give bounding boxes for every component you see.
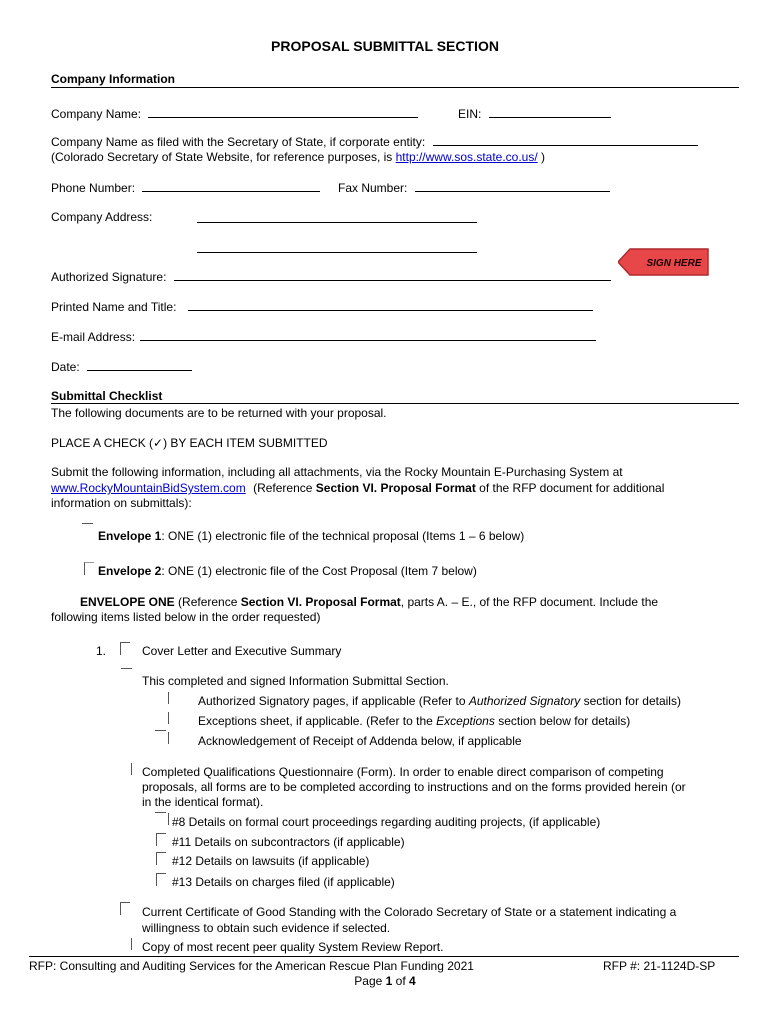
q12-text: #12 Details on lawsuits (if applicable) — [172, 854, 370, 868]
certificate-line-2: willingness to obtain such evidence if selected. — [142, 921, 391, 935]
sos-link[interactable]: http://www.sos.state.co.us/ — [395, 150, 538, 164]
sub-1-pre: Authorized Signatory pages, if applicable (Refer to — [198, 694, 466, 708]
submit-line-3: information on submittals): — [51, 496, 192, 510]
qualifications-line-2: proposals, all forms are to be completed according to instructions and on the forms provided herein (or — [142, 780, 686, 794]
envelope2-text: : ONE (1) electronic file of the Cost Proposal (Item 7 below) — [161, 564, 477, 578]
footer-divider — [29, 956, 739, 957]
printed-name-field[interactable] — [188, 299, 593, 311]
sub-2-checkbox[interactable] — [168, 712, 178, 724]
envelope1-text: : ONE (1) electronic file of the technical proposal (Items 1 – 6 below) — [161, 529, 525, 543]
envelope2-item — [98, 564, 477, 578]
date-label: Date: — [51, 360, 80, 374]
phone-field[interactable] — [142, 180, 320, 192]
checklist-intro: The following documents are to be returned with your proposal. — [51, 406, 387, 420]
phone-label: Phone Number: — [51, 181, 136, 195]
page-label: Page — [354, 974, 383, 988]
address-field-1[interactable] — [197, 211, 477, 223]
sos-name-label: Company Name as filed with the Secretary of State, if corporate entity: — [51, 135, 426, 149]
sos-name-field[interactable] — [433, 134, 698, 146]
divider — [51, 403, 739, 404]
envelope-one-label: ENVELOPE ONE — [80, 595, 175, 609]
envelope-one-line-1 — [80, 595, 658, 609]
section-heading-company-info: Company Information — [51, 72, 176, 86]
sos-reference-close: ) — [541, 150, 546, 164]
envelope-one-section: Section VI. Proposal Format — [240, 595, 401, 609]
sub-2-pre: Exceptions sheet, if applicable. (Refer to the — [198, 714, 433, 728]
item-2-checkbox[interactable] — [121, 668, 132, 669]
sub-3-checkbox[interactable] — [168, 732, 178, 744]
submit-line-2 — [51, 481, 664, 495]
footer-rfp-title: RFP: Consulting and Auditing Services for the American Rescue Plan Funding 2021 — [29, 959, 474, 973]
page-number — [0, 974, 770, 988]
q12-checkbox[interactable] — [156, 852, 166, 865]
submit-ref-text: (Reference — [253, 481, 313, 495]
sos-reference — [51, 150, 545, 164]
sub-2-italic: Exceptions — [436, 714, 495, 728]
envelope1-checkbox[interactable] — [82, 523, 93, 524]
page-current: 1 — [385, 974, 393, 988]
footer-rfp-number: RFP #: 21-1124D-SP — [603, 959, 716, 973]
sub-2-post: section below for details) — [498, 714, 631, 728]
email-row — [51, 329, 596, 344]
ein-field[interactable] — [489, 106, 611, 118]
ein-label: EIN: — [458, 107, 482, 121]
certificate-checkbox[interactable] — [120, 902, 130, 915]
signature-field[interactable] — [174, 269, 611, 281]
company-name-label: Company Name: — [51, 107, 142, 121]
page-of: of — [395, 974, 406, 988]
envelope-one-line-2: following items listed below in the order requested) — [51, 610, 321, 624]
envelope2-label: Envelope 2 — [98, 564, 162, 578]
ein-row — [458, 106, 611, 121]
sub-1-post: section for details) — [583, 694, 681, 708]
sub-3-text: Acknowledgement of Receipt of Addenda below, if applicable — [198, 734, 522, 748]
sign-here-label: SIGN HERE — [646, 258, 702, 269]
submit-line-1: Submit the following information, including all attachments, via the Rocky Mountain E-Purchasing System at — [51, 465, 623, 479]
envelope-one-tail: , parts A. – E., of the RFP document. Include the — [400, 595, 659, 609]
date-row — [51, 359, 192, 374]
sos-name-row — [51, 134, 698, 149]
sign-here-tab — [618, 248, 710, 276]
section-heading-checklist: Submittal Checklist — [51, 389, 163, 403]
item-1-checkbox[interactable] — [120, 642, 130, 655]
item-1-text: Cover Letter and Executive Summary — [142, 644, 342, 658]
address-field-2[interactable] — [197, 241, 477, 253]
date-field[interactable] — [87, 359, 192, 371]
sos-reference-text: (Colorado Secretary of State Website, for reference purposes, is — [51, 150, 393, 164]
q13-checkbox[interactable] — [156, 873, 166, 886]
q8-checkbox-mark — [155, 812, 166, 813]
sub-1-text — [198, 694, 681, 708]
company-name-row — [51, 106, 418, 121]
page-total: 4 — [409, 974, 416, 988]
place-check-instruction: PLACE A CHECK (✓) BY EACH ITEM SUBMITTED — [51, 436, 328, 450]
signature-row — [51, 269, 611, 284]
sub-1-checkbox[interactable] — [168, 692, 178, 704]
peer-review-checkbox[interactable] — [131, 938, 141, 950]
submit-ref-tail: of the RFP document for additional — [479, 481, 665, 495]
submit-ref-section: Section VI. Proposal Format — [315, 481, 476, 495]
sub-3-checkbox-mark — [155, 730, 166, 731]
q11-text: #11 Details on subcontractors (if applicable) — [172, 835, 405, 849]
envelope1-item — [98, 529, 524, 543]
page-title: PROPOSAL SUBMITTAL SECTION — [271, 38, 499, 54]
item-2-text: This completed and signed Information Submittal Section. — [142, 674, 449, 688]
q13-text: #13 Details on charges filed (if applicable) — [172, 875, 395, 889]
email-field[interactable] — [140, 329, 596, 341]
signature-label: Authorized Signature: — [51, 270, 167, 284]
sub-1-italic: Authorized Signatory — [468, 694, 581, 708]
certificate-line-1: Current Certificate of Good Standing with the Colorado Secretary of State or a statement indicating a — [142, 905, 677, 919]
qualifications-checkbox[interactable] — [131, 763, 141, 775]
envelope-one-ref: (Reference — [178, 595, 238, 609]
printed-name-row — [51, 299, 593, 314]
qualifications-line-3: in the identical format). — [142, 795, 264, 809]
printed-name-label: Printed Name and Title: — [51, 300, 177, 314]
item-1-number: 1. — [96, 644, 107, 658]
fax-row — [338, 180, 610, 195]
envelope2-checkbox[interactable] — [84, 562, 94, 575]
email-label: E-mail Address: — [51, 330, 136, 344]
envelope1-label: Envelope 1 — [98, 529, 162, 543]
q11-checkbox[interactable] — [156, 833, 166, 846]
sub-2-text — [198, 714, 630, 728]
fax-field[interactable] — [415, 180, 610, 192]
fax-label: Fax Number: — [338, 181, 408, 195]
peer-review-text: Copy of most recent peer quality System Review Report. — [142, 940, 444, 954]
bid-system-link[interactable]: www.RockyMountainBidSystem.com — [51, 481, 246, 495]
company-name-field[interactable] — [148, 106, 418, 118]
phone-row — [51, 180, 320, 195]
q8-text: #8 Details on formal court proceedings regarding auditing projects, (if applicable) — [172, 815, 601, 829]
qualifications-line-1: Completed Qualifications Questionnaire (Form). In order to enable direct comparison of competing — [142, 765, 664, 779]
address-label: Company Address: — [51, 210, 153, 224]
divider — [51, 87, 739, 88]
